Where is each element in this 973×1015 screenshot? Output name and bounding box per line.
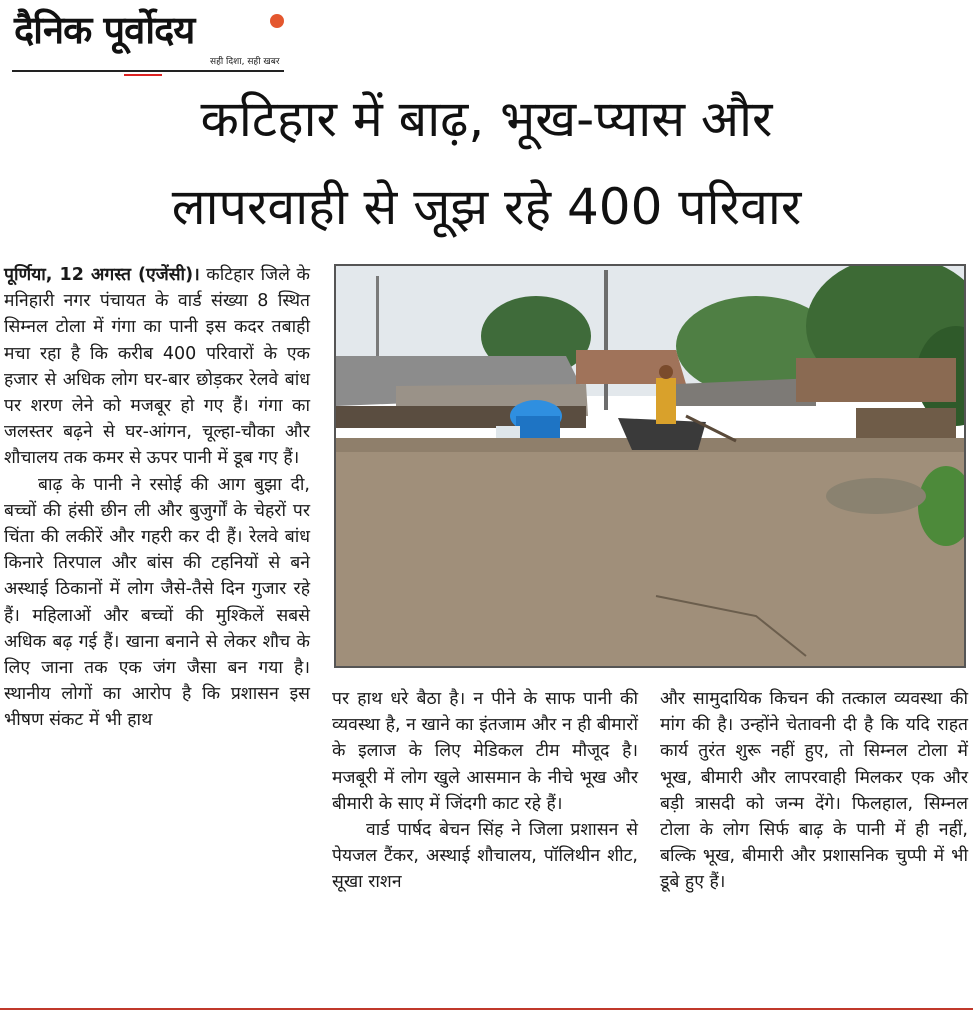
masthead [12,8,284,72]
article-column-3 [660,686,968,896]
page-bottom-rule [0,1008,973,1010]
headline-line-2: लापरवाही से जूझ रहे 400 परिवार [171,178,802,236]
flood-photo-image [336,266,964,666]
paragraph-1: कटिहार जिले के मनिहारी नगर पंचायत के वार्ड संख्या 8 स्थित सिम्नल टोला में गंगा का पानी इस कदर तबाही मचा रहा है कि करीब 400 परिवारों के एक हजार से अधिक लोग घर-बार छोड़कर रेलवे बांध पर शरण लेने को मजबूर हो गए हैं। गंगा का जलस्तर बढ़ने से घर-आंगन, चूल्हा-चौका और शौचालय तक कमर से ऊपर पानी में डूब गए हैं। [4,265,310,469]
paragraph-5: और सामुदायिक किचन की तत्काल व्यवस्था की मांग की है। उन्होंने चेतावनी दी है कि यदि राहत कार्य तुरंत शुरू नहीं हुए, तो सिम्नल टोला में भूख, बीमारी और लापरवाही मिलकर एक और बड़ी त्रासदी को जन्म देंगे। फिलहाल, सिम्नल टोला के लोग सिर्फ बाढ़ के पानी में ही नहीं, बल्कि भूख, बीमारी और प्रशासनिक चुप्पी में भी डूबे हुए हैं। [660,689,968,893]
dateline: पूर्णिया, 12 अगस्त (एजेंसी)। [4,265,200,285]
headline-line-1: कटिहार में बाढ़, भूख-प्यास और [200,90,773,148]
masthead-rule [12,70,284,72]
masthead-tagline: सही दिशा, सही खबर [210,57,280,67]
article-column-1 [4,262,310,734]
paragraph-2: बाढ़ के पानी ने रसोई की आग बुझा दी, बच्चों की हंसी छीन ली और बुजुर्गों के चेहरों पर चिंता की लकीरें और गहरी कर दी हैं। रेलवे बांध किनारे तिरपाल और बांस की टहनियों से बने अस्थाई ठिकानों में लोग जैसे-तैसे दिन गुजार रहे हैं। महिलाओं और बच्चों की मुश्किलें सबसे अधिक बढ़ गई हैं। खाना बनाने से लेकर शौच के लिए जाना तक एक जंग जैसा बन गया है। स्थानीय लोगों का आरोप है कि प्रशासन इस भीषण संकट में भी हाथ [4,474,310,731]
masthead-accent-rule [124,74,162,76]
paragraph-4: वार्ड पार्षद बेचन सिंह ने जिला प्रशासन से पेयजल टैंकर, अस्थाई शौचालय, पॉलिथीन शीट, सूखा राशन [332,820,638,893]
newspaper-logo: दैनिक पूर्वोदय [14,8,195,52]
logo-dot-icon [270,14,284,28]
flood-photo [334,264,966,668]
paragraph-3: पर हाथ धरे बैठा है। न पीने के साफ पानी की व्यवस्था है, न खाने का इंतजाम और न ही बीमारों के इलाज के लिए मेडिकल टीम मौजूद है। मजबूरी में लोग खुले आसमान के नीचे भूख और बीमारी के साए में जिंदगी काट रहे हैं। [332,689,638,814]
article-column-2 [332,686,638,896]
